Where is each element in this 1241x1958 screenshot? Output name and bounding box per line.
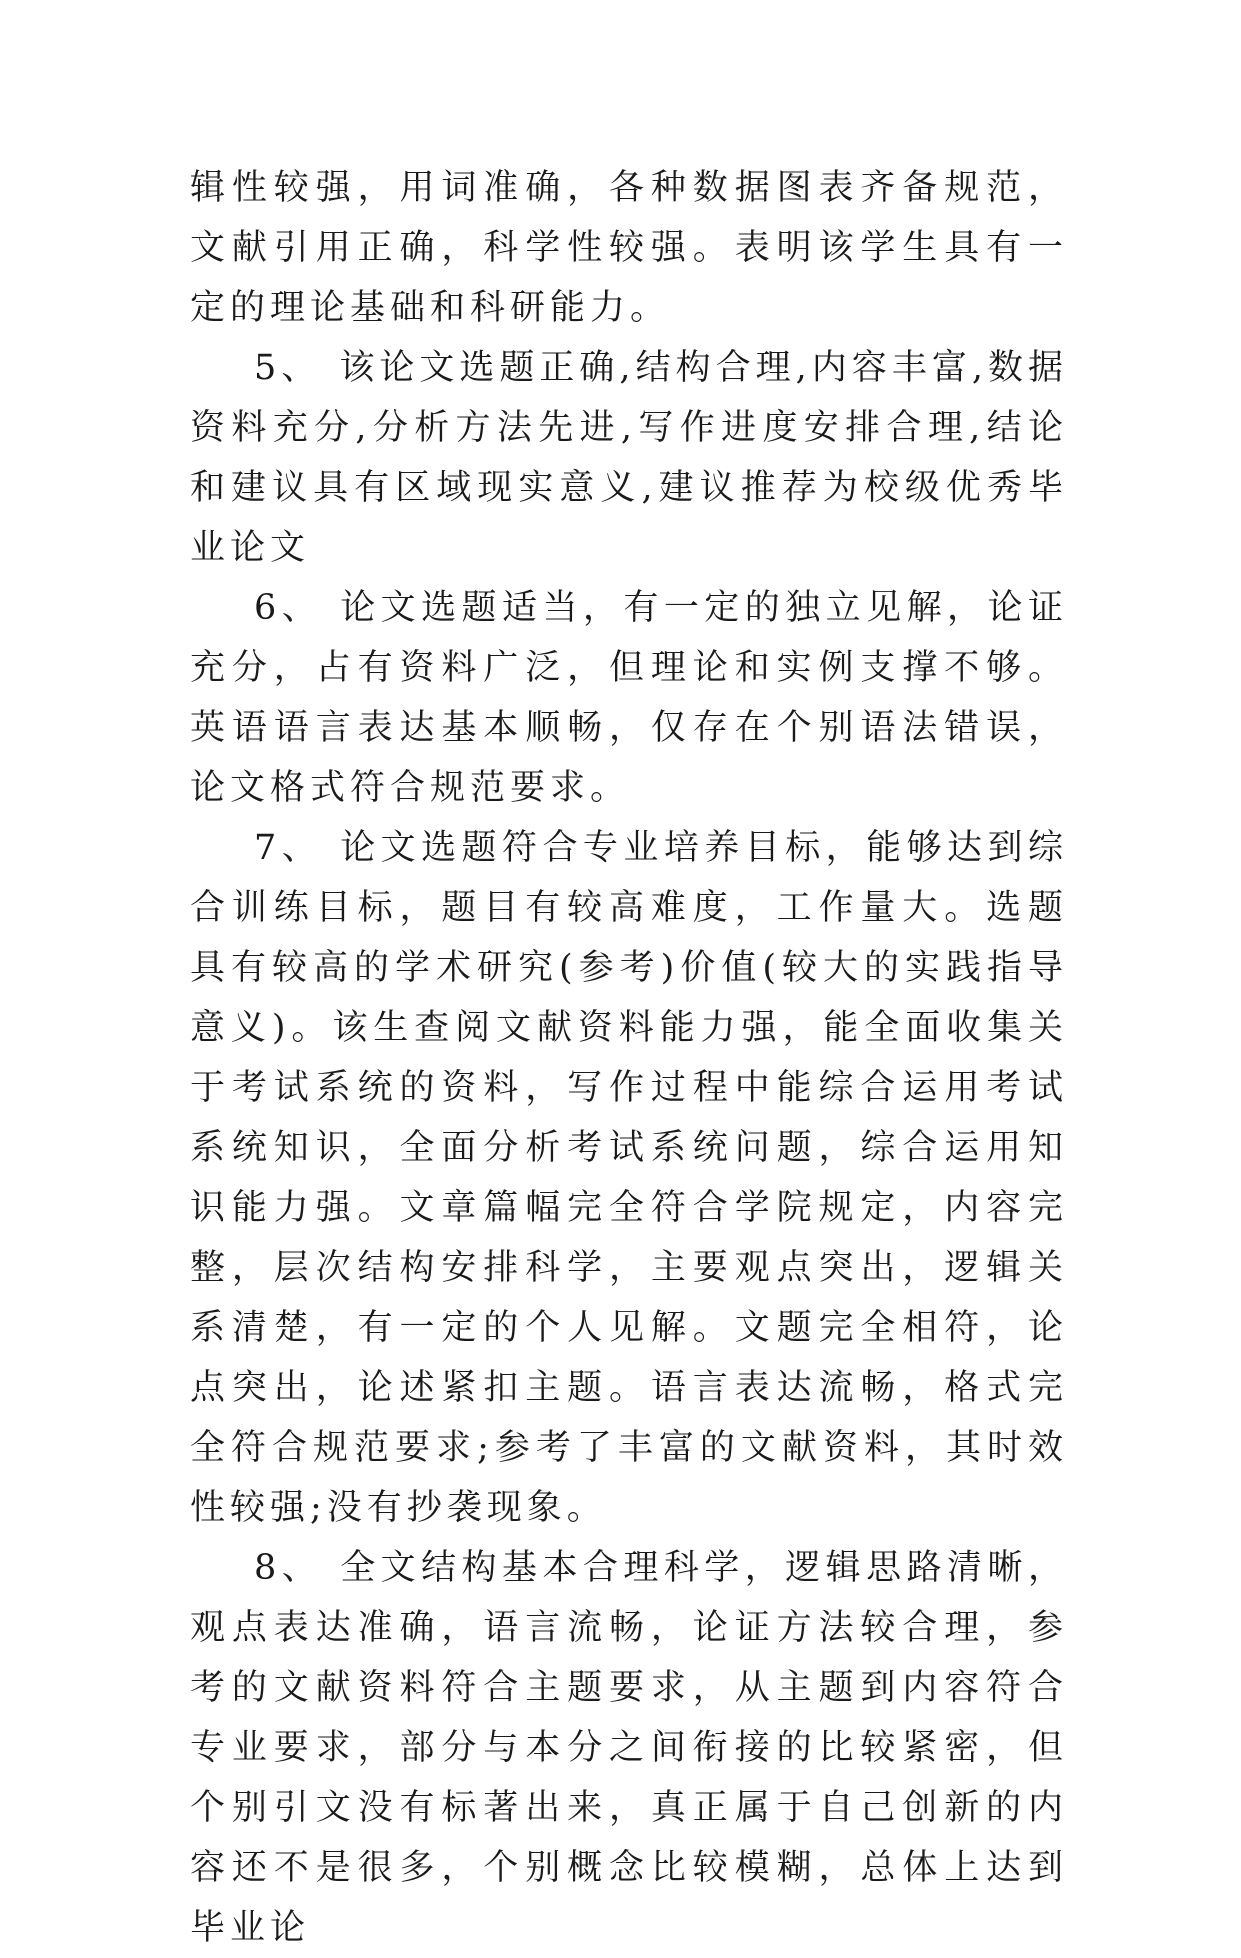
paragraph-number: 8、 xyxy=(254,1548,323,1588)
paragraph-item-7 xyxy=(190,818,1068,1538)
paragraph-item-6 xyxy=(190,578,1068,818)
paragraph-number: 7、 xyxy=(254,828,323,868)
paragraph-text: 论文选题适当，有一定的独立见解，论证充分，占有资料广泛，但理论和实例支撑不够。英语语言表达基本顺畅，仅存在个别语法错误，论文格式符合规范要求。 xyxy=(190,588,1068,808)
paragraph-text: 全文结构基本合理科学，逻辑思路清晰，观点表达准确，语言流畅，论证方法较合理，参考的文献资料符合主题要求，从主题到内容符合专业要求，部分与本分之间衔接的比较紧密，但个别引文没有标著出来，真正属于自己创新的内容还不是很多，个别概念比较模糊，总体上达到毕业论 xyxy=(190,1548,1068,1948)
paragraph-number: 6、 xyxy=(254,588,323,628)
document-body xyxy=(190,158,1068,1958)
paragraph-item-5 xyxy=(190,338,1068,578)
paragraph-item-8 xyxy=(190,1538,1068,1958)
paragraph-text: 论文选题符合专业培养目标，能够达到综合训练目标，题目有较高难度，工作量大。选题具有较高的学术研究(参考)价值(较大的实践指导意义)。该生查阅文献资料能力强，能全面收集关于考试系统的资料，写作过程中能综合运用考试系统知识，全面分析考试系统问题，综合运用知识能力强。文章篇幅完全符合学院规定，内容完整，层次结构安排科学，主要观点突出，逻辑关系清楚，有一定的个人见解。文题完全相符，论点突出，论述紧扣主题。语言表达流畅，格式完全符合规范要求;参考了丰富的文献资料，其时效性较强;没有抄袭现象。 xyxy=(190,828,1068,1528)
paragraph-continuation xyxy=(190,158,1068,338)
paragraph-text: 辑性较强，用词准确，各种数据图表齐备规范，文献引用正确，科学性较强。表明该学生具有一定的理论基础和科研能力。 xyxy=(190,168,1068,328)
paragraph-text: 该论文选题正确,结构合理,内容丰富,数据资料充分,分析方法先进,写作进度安排合理,结论和建议具有区域现实意义,建议推荐为校级优秀毕业论文 xyxy=(190,348,1068,568)
paragraph-number: 5、 xyxy=(254,348,322,388)
